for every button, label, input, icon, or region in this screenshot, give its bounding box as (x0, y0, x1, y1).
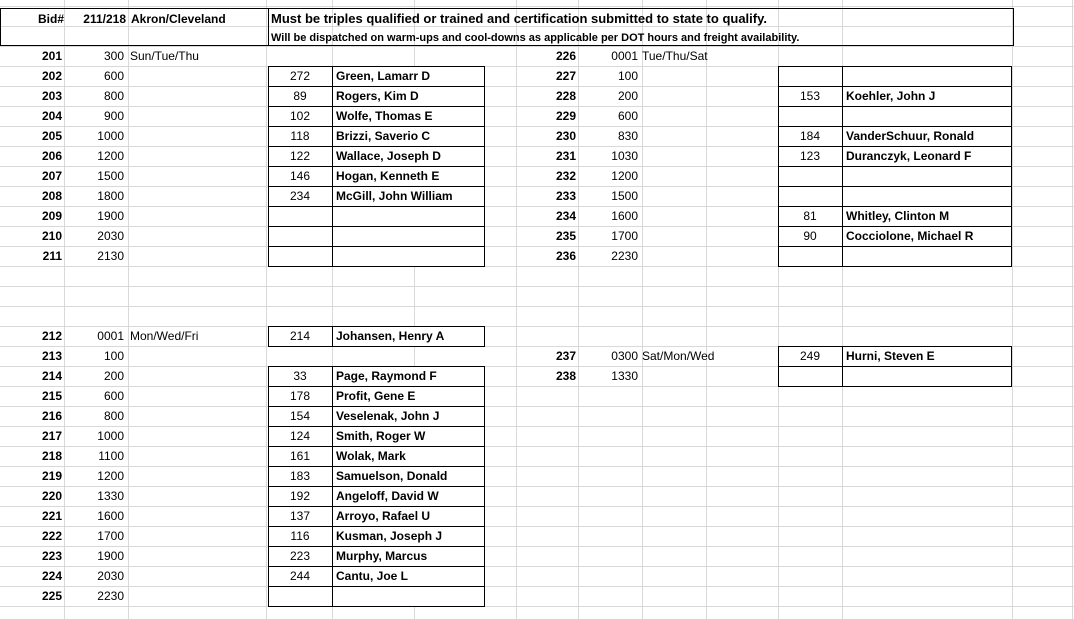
bid-number-cell[interactable]: 213 (41, 349, 62, 363)
start-time-cell[interactable]: 100 (103, 349, 124, 363)
driver-name-cell[interactable]: VanderSchuur, Ronald (846, 129, 975, 143)
seniority-cell[interactable] (778, 366, 842, 386)
bid-number-cell[interactable]: 205 (41, 129, 62, 143)
days-label[interactable]: Sun/Tue/Thu (130, 49, 199, 63)
bid-number-cell[interactable]: 218 (41, 449, 62, 463)
driver-name-cell[interactable] (846, 186, 1010, 206)
driver-name-cell[interactable]: Whitley, Clinton M (846, 209, 950, 223)
start-time-cell[interactable]: 100 (617, 69, 638, 83)
start-time-cell[interactable]: 1200 (97, 149, 124, 163)
bid-number-cell[interactable]: 231 (555, 149, 576, 163)
driver-name-cell[interactable] (336, 226, 483, 246)
start-time-cell[interactable]: 800 (103, 409, 124, 423)
start-time-cell[interactable]: 800 (103, 89, 124, 103)
driver-name-cell[interactable]: Murphy, Marcus (336, 549, 428, 563)
bid-number-cell[interactable]: 233 (555, 189, 576, 203)
start-time-cell[interactable]: 900 (103, 109, 124, 123)
driver-name-cell[interactable]: Hurni, Steven E (846, 349, 935, 363)
seniority-cell[interactable]: 234 (289, 189, 311, 203)
seniority-cell[interactable]: 192 (289, 489, 311, 503)
driver-name-cell[interactable]: Kusman, Joseph J (336, 529, 443, 543)
start-time-cell[interactable]: 830 (617, 129, 638, 143)
seniority-cell[interactable]: 137 (289, 509, 311, 523)
start-time-cell[interactable]: 600 (617, 109, 638, 123)
seniority-cell[interactable]: 161 (289, 449, 311, 463)
driver-name-cell[interactable]: Hogan, Kenneth E (336, 169, 440, 183)
bid-number-cell[interactable]: 217 (41, 429, 62, 443)
driver-name-cell[interactable]: Brizzi, Saverio C (336, 129, 431, 143)
bid-number-cell[interactable]: 219 (41, 469, 62, 483)
seniority-cell[interactable]: 249 (799, 349, 821, 363)
seniority-cell[interactable]: 89 (293, 89, 307, 103)
route-header[interactable]: 211/218 (83, 12, 126, 26)
start-time-cell[interactable]: 1200 (611, 169, 638, 183)
bid-number-cell[interactable]: 226 (555, 49, 576, 63)
start-time-cell[interactable]: 200 (103, 369, 124, 383)
bid-number-cell[interactable]: 232 (555, 169, 576, 183)
seniority-cell[interactable]: 118 (290, 129, 310, 143)
seniority-cell[interactable]: 183 (289, 469, 311, 483)
driver-name-cell[interactable]: Johansen, Henry A (336, 329, 445, 343)
seniority-cell[interactable]: 153 (799, 89, 821, 103)
start-time-cell[interactable]: 1200 (97, 469, 124, 483)
bid-number-cell[interactable]: 202 (41, 69, 62, 83)
seniority-cell[interactable]: 272 (289, 69, 311, 83)
start-time-cell[interactable]: 1000 (97, 429, 124, 443)
start-time-cell[interactable]: 600 (103, 69, 124, 83)
seniority-cell[interactable]: 146 (289, 169, 311, 183)
header-box (0, 8, 1014, 46)
bid-number-cell[interactable]: 221 (41, 509, 62, 523)
seniority-cell[interactable]: 123 (799, 149, 821, 163)
qualification-note[interactable]: Must be triples qualified or trained and certification submitted to state to qualify. (271, 11, 767, 26)
seniority-cell[interactable]: 244 (289, 569, 311, 583)
driver-name-cell[interactable] (336, 206, 483, 226)
start-time-cell[interactable]: 1500 (97, 169, 124, 183)
seniority-cell[interactable]: 178 (289, 389, 311, 403)
dispatch-note[interactable]: Will be dispatched on warm-ups and cool-downs as applicable per DOT hours and freight availability. (271, 32, 800, 44)
start-time-cell[interactable]: 1330 (97, 489, 124, 503)
seniority-cell[interactable]: 184 (799, 129, 821, 143)
seniority-cell[interactable]: 81 (803, 209, 817, 223)
days-label[interactable]: Tue/Thu/Sat (642, 49, 708, 63)
seniority-cell[interactable] (268, 226, 332, 246)
seniority-cell[interactable] (778, 46, 842, 66)
driver-name-cell[interactable]: Wolak, Mark (336, 449, 406, 463)
bid-number-cell[interactable]: 237 (555, 349, 576, 363)
seniority-cell[interactable]: 102 (289, 109, 311, 123)
bid-column-header[interactable]: Bid# (37, 12, 64, 26)
bid-number-cell[interactable]: 203 (41, 89, 62, 103)
seniority-cell[interactable] (778, 166, 842, 186)
start-time-cell[interactable]: 2230 (611, 249, 638, 263)
header-divider (268, 8, 269, 46)
bid-number-cell[interactable]: 234 (555, 209, 576, 223)
driver-name-cell[interactable]: Smith, Roger W (336, 429, 426, 443)
driver-name-cell[interactable]: Veselenak, John J (336, 409, 440, 423)
seniority-cell[interactable] (778, 106, 842, 126)
seniority-cell[interactable]: 154 (289, 409, 311, 423)
seniority-cell[interactable]: 122 (289, 149, 311, 163)
driver-name-cell[interactable] (336, 246, 483, 266)
driver-name-cell[interactable] (846, 66, 1010, 86)
seniority-cell[interactable] (268, 246, 332, 266)
days-label[interactable]: Mon/Wed/Fri (130, 329, 199, 343)
driver-name-cell[interactable]: Angeloff, David W (336, 489, 439, 503)
seniority-cell[interactable]: 33 (293, 369, 307, 383)
driver-name-cell[interactable]: Page, Raymond F (336, 369, 437, 383)
bid-number-cell[interactable]: 227 (555, 69, 576, 83)
seniority-cell[interactable] (268, 586, 332, 606)
start-time-cell[interactable]: 1500 (611, 189, 638, 203)
bid-number-cell[interactable]: 236 (555, 249, 576, 263)
driver-name-cell[interactable]: McGill, John William (336, 189, 453, 203)
driver-name-cell[interactable]: Cocciolone, Michael R (846, 229, 974, 243)
bid-number-cell[interactable]: 211 (42, 249, 62, 263)
days-label[interactable]: Sat/Mon/Wed (642, 349, 715, 363)
column-divider (332, 326, 333, 347)
driver-name-cell[interactable] (846, 246, 1010, 266)
start-time-cell[interactable]: 2030 (97, 229, 124, 243)
bid-number-cell[interactable]: 229 (555, 109, 576, 123)
driver-name-cell[interactable] (336, 46, 483, 66)
bid-number-cell[interactable]: 208 (41, 189, 62, 203)
start-time-cell[interactable]: 1700 (97, 529, 124, 543)
driver-name-cell[interactable]: Arroyo, Rafael U (336, 509, 431, 523)
driver-name-cell[interactable]: Wolfe, Thomas E (336, 109, 433, 123)
bid-number-cell[interactable]: 224 (41, 569, 62, 583)
bid-number-cell[interactable]: 207 (41, 169, 62, 183)
bid-number-cell[interactable]: 209 (41, 209, 62, 223)
seniority-cell[interactable]: 223 (289, 549, 311, 563)
bid-number-cell[interactable]: 216 (41, 409, 62, 423)
start-time-cell[interactable]: 0001 (97, 329, 124, 343)
start-time-cell[interactable]: 1000 (97, 129, 124, 143)
seniority-cell[interactable] (778, 66, 842, 86)
bid-number-cell[interactable]: 206 (41, 149, 62, 163)
seniority-cell[interactable] (778, 186, 842, 206)
start-time-cell[interactable]: 0300 (611, 349, 638, 363)
start-time-cell[interactable]: 300 (103, 49, 124, 63)
bid-number-cell[interactable]: 223 (41, 549, 62, 563)
driver-name-cell[interactable]: Cantu, Joe L (336, 569, 409, 583)
bid-number-cell[interactable]: 220 (41, 489, 62, 503)
bid-number-cell[interactable]: 204 (41, 109, 62, 123)
driver-name-cell[interactable]: Samuelson, Donald (336, 469, 448, 483)
start-time-cell[interactable]: 1600 (611, 209, 638, 223)
bid-number-cell[interactable]: 212 (41, 329, 62, 343)
start-time-cell[interactable]: 1900 (97, 209, 124, 223)
start-time-cell[interactable]: 600 (103, 389, 124, 403)
driver-name-cell[interactable]: Koehler, John J (846, 89, 936, 103)
start-time-cell[interactable]: 1100 (98, 449, 124, 463)
seniority-cell[interactable] (268, 206, 332, 226)
driver-name-cell[interactable] (846, 106, 1010, 126)
start-time-cell[interactable]: 2030 (97, 569, 124, 583)
start-time-cell[interactable]: 1030 (611, 149, 638, 163)
seniority-cell[interactable]: 90 (803, 229, 817, 243)
bid-number-cell[interactable]: 238 (555, 369, 576, 383)
seniority-cell[interactable]: 116 (290, 529, 310, 543)
seniority-cell[interactable] (268, 46, 332, 66)
bid-number-cell[interactable]: 230 (555, 129, 576, 143)
start-time-cell[interactable]: 1800 (97, 189, 124, 203)
driver-name-cell[interactable] (846, 46, 1010, 66)
bid-number-cell[interactable]: 201 (41, 49, 62, 63)
start-time-cell[interactable]: 0001 (611, 49, 638, 63)
start-time-cell[interactable]: 2230 (97, 589, 124, 603)
bid-number-cell[interactable]: 215 (41, 389, 62, 403)
driver-name-cell[interactable] (336, 346, 483, 366)
driver-name-cell[interactable]: Green, Lamarr D (336, 69, 431, 83)
seniority-cell[interactable] (778, 246, 842, 266)
bid-number-cell[interactable]: 228 (555, 89, 576, 103)
seniority-cell[interactable] (268, 346, 332, 366)
driver-name-cell[interactable] (846, 166, 1010, 186)
start-time-cell[interactable]: 1900 (97, 549, 124, 563)
driver-name-cell[interactable]: Duranczyk, Leonard F (846, 149, 972, 163)
driver-name-cell[interactable]: Profit, Gene E (336, 389, 416, 403)
driver-name-cell[interactable] (846, 366, 1010, 386)
start-time-cell[interactable]: 2130 (97, 249, 124, 263)
start-time-cell[interactable]: 1330 (611, 369, 638, 383)
bid-number-cell[interactable]: 225 (41, 589, 62, 603)
bid-number-cell[interactable]: 214 (41, 369, 62, 383)
start-time-cell[interactable]: 1600 (97, 509, 124, 523)
seniority-cell[interactable]: 214 (289, 329, 311, 343)
bid-number-cell[interactable]: 210 (41, 229, 62, 243)
seniority-cell[interactable]: 124 (289, 429, 311, 443)
bid-number-cell[interactable]: 235 (555, 229, 576, 243)
bid-number-cell[interactable]: 222 (41, 529, 62, 543)
start-time-cell[interactable]: 1700 (611, 229, 638, 243)
driver-name-cell[interactable]: Rogers, Kim D (336, 89, 419, 103)
location-header[interactable]: Akron/Cleveland (131, 12, 226, 26)
start-time-cell[interactable]: 200 (617, 89, 638, 103)
driver-name-cell[interactable]: Wallace, Joseph D (336, 149, 441, 163)
driver-name-cell[interactable] (336, 586, 483, 606)
